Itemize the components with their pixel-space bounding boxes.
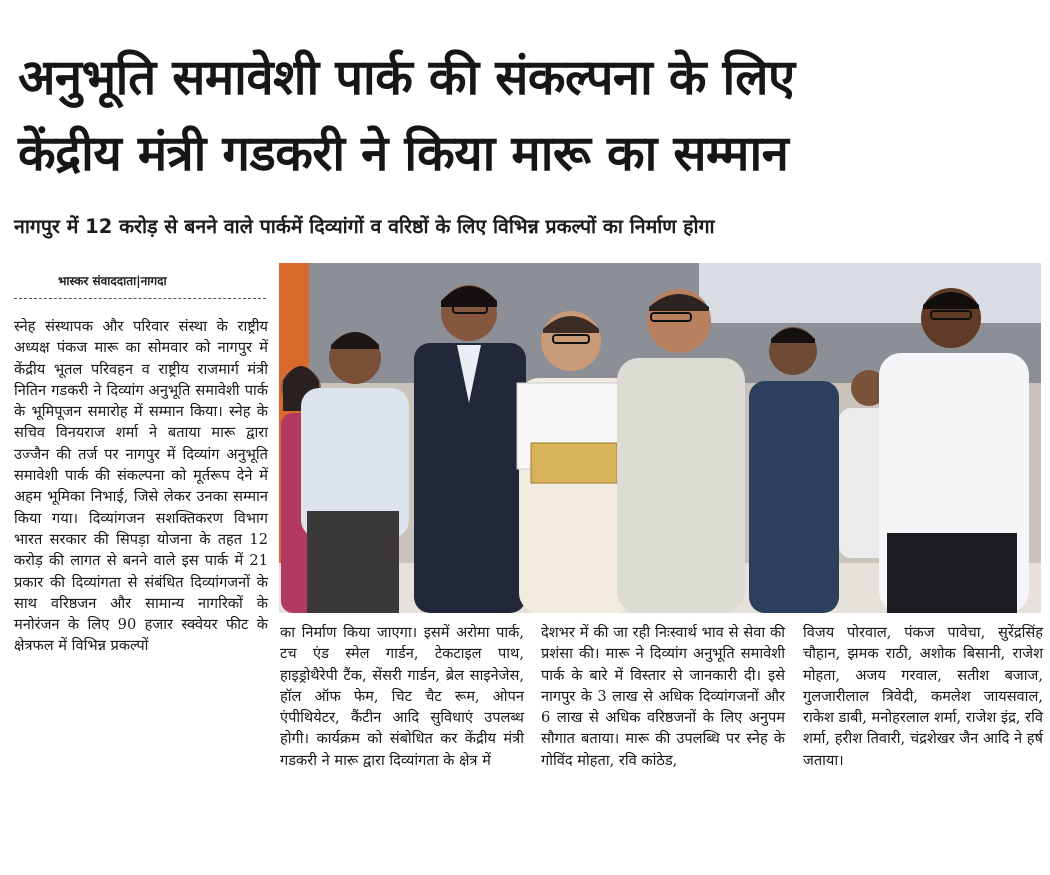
- byline: भास्कर संवाददाता|नागदा: [58, 274, 167, 288]
- article-column-1: स्नेह संस्थापक और परिवार संस्था के राष्ट्रीय अध्यक्ष पंकज मारू का सोमवार को नागपुर में केंद्रीय भूतल परिवहन व राष्ट्रीय राजमार्ग मंत्री नितिन गडकरी ने दिव्यांग अनुभूति समावेशी पार्क के भूमिपूजन समारोह में सम्मान किया। स्नेह के सचिव विनयराज शर्मा ने बताया मारू द्वारा उज्जैन की तर्ज पर नागपुर में दिव्यांग अनुभूति समावेशी पार्क की संकल्पना को मूर्तरूप देने में अहम भूमिका निभाई, जिसे लेकर उनका सम्मान किया गया। दिव्यांगजन सशक्तिकरण विभाग भारत सरकार की सिपड़ा योजना के तहत 12 करोड़ की लागत से बनने वाले इस पार्क में 21 प्रकार की दिव्यांगता से संबंधित दिव्यांगजनों के साथ वरिष्ठजन और सामान्य नागरिकों के मनोरंजन के लिए 90 हजार स्क्वेयर फीट के क्षेत्रफल में विभिन्न प्रकल्पों: [14, 318, 268, 655]
- article-column-2: का निर्माण किया जाएगा। इसमें अरोमा पार्क, टच एंड स्मेल गार्डन, टेकटाइल पाथ, हाइड्रोथैरेपी टैंक, सेंसरी गार्डन, ब्रेल साइनेजेस, हॉल ऑफ फेम, चिट चैट रूम, ओपन एंपीथियेटर, कैंटीन आदि सुविधाएं उपलब्ध होगी। कार्यक्रम को संबोधित कर केंद्रीय मंत्री गडकरी ने मारू द्वारा दिव्यांगता के क्षेत्र में: [280, 624, 524, 769]
- banner: [699, 263, 1041, 323]
- article-column-3: देशभर में की जा रही निःस्वार्थ भाव से सेवा की प्रशंसा की। मारू ने दिव्यांग अनुभूति समावेशी पार्क के बारे में विस्तार से जानकारी दी। इसे नागपुर के 3 लाख से अधिक दिव्यांगजनों और 6 लाख से अधिक वरिष्ठजनों के लिए अनुपम सौगात बताया। मारू की उपलब्धि पर स्नेह के गोविंद मोहता, रवि कांठेड,: [541, 624, 785, 769]
- headline-line-2: केंद्रीय मंत्री गडकरी ने किया मारू का सम्मान: [18, 125, 789, 182]
- news-photo: [279, 263, 1041, 613]
- award-ceremony-photo: [279, 263, 1041, 613]
- award-certificate: [517, 383, 629, 483]
- headline: [18, 40, 1032, 192]
- article-column-4: विजय पोरवाल, पंकज पावेचा, सुरेंद्रसिंह चौहान, झमक राठी, अशोक बिसानी, राजेश मोहता, अजय गरवाल, सतीश बजाज, गुलजारीलाल त्रिवेदी, कमलेश जायसवाल, राकेश डाबी, मनोहरलाल शर्मा, राजेश इंद्र, रवि शर्मा, हरीश तिवारी, चंद्रशेखर जैन आदि ने हर्ष जताया।: [803, 624, 1043, 769]
- byline-divider: [14, 298, 266, 299]
- subheadline: नागपुर में 12 करोड़ से बनने वाले पार्कमें दिव्यांगों व वरिष्ठों के लिए विभिन्न प्रकल्पों का निर्माण होगा: [14, 215, 715, 238]
- headline-line-1: अनुभूति समावेशी पार्क की संकल्पना के लिए: [18, 49, 795, 106]
